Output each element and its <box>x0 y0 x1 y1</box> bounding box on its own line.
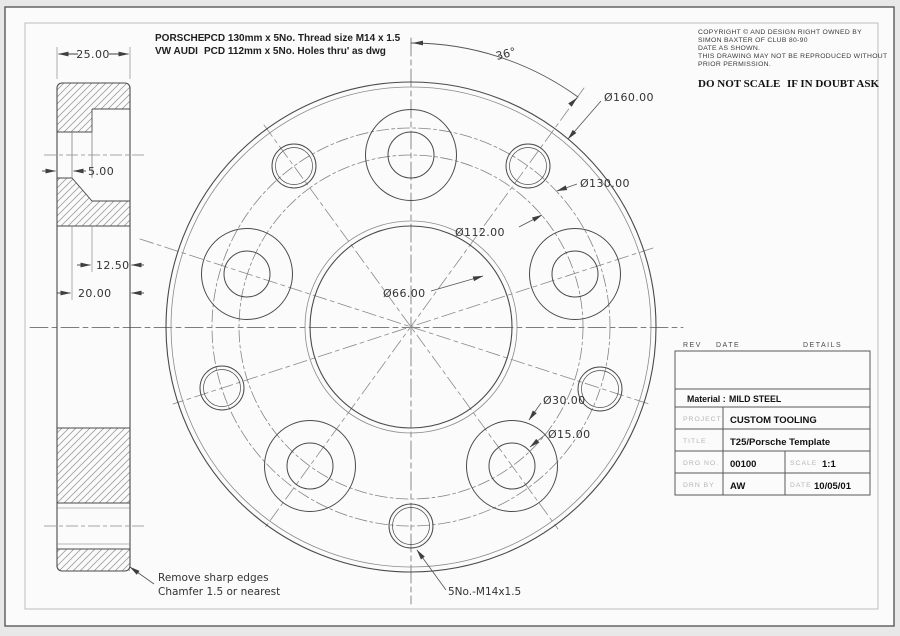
do-not-scale-warning: DO NOT SCALE <box>698 78 781 90</box>
tb-drg-value: 00100 <box>730 459 757 470</box>
tb-drg-label: DRG NO. <box>683 460 720 467</box>
copyright-line-4: THIS DRAWING MAY NOT BE REPRODUCED WITHOUT <box>698 53 888 60</box>
spec-make-2: VW AUDI <box>155 46 198 57</box>
spec-detail-1: PCD 130mm x 5No. Thread size M14 x 1.5 <box>204 33 401 44</box>
tb-scale-value: 1:1 <box>822 459 836 470</box>
dim-pcd-porsche: Ø130.00 <box>580 177 630 190</box>
dim-angle: 36° <box>494 44 518 63</box>
tb-project-value: CUSTOM TOOLING <box>730 415 817 426</box>
edge-note-line1: Remove sharp edges <box>158 572 269 584</box>
tb-date-value: 10/05/01 <box>814 481 851 492</box>
tb-drn-label: DRN BY <box>683 482 715 489</box>
dim-recess: 5.00 <box>88 165 115 178</box>
tb-drn-value: AW <box>730 481 746 492</box>
dim-pcd-vw: Ø112.00 <box>455 226 505 239</box>
dim-cbore-dia: Ø30.00 <box>543 394 586 407</box>
sheet-border <box>5 7 894 626</box>
tb-title-label: TITLE <box>683 438 707 445</box>
tb-title-value: T25/Porsche Template <box>730 437 831 448</box>
copyright-line-2: SIMON BAXTER OF CLUB 80-90 <box>698 37 808 44</box>
dim-od: Ø160.00 <box>604 91 654 104</box>
tb-material-label: Material : <box>687 394 726 404</box>
dim-cbore-depth: 12.50 <box>96 259 130 272</box>
spec-detail-2: PCD 112mm x 5No. Holes thru' as dwg <box>204 46 386 57</box>
edge-note-line2: Chamfer 1.5 or nearest <box>158 586 281 598</box>
copyright-line-5: PRIOR PERMISSION. <box>698 61 772 68</box>
copyright-line-1: COPYRIGHT © AND DESIGN RIGHT OWNED BY <box>698 29 862 36</box>
tb-date-label: DATE <box>790 482 812 489</box>
thread-note: 5No.-M14x1.5 <box>448 586 522 598</box>
tb-project-label: PROJECT <box>683 416 722 423</box>
dim-bore: Ø66.00 <box>383 287 426 300</box>
tb-date-header: DATE <box>716 342 741 349</box>
spec-make-1: PORSCHE <box>155 33 205 44</box>
copyright-line-3: DATE AS SHOWN. <box>698 45 761 52</box>
tb-scale-label: SCALE <box>790 460 818 467</box>
tb-rev-header: REV <box>683 342 702 349</box>
dim-hole-dia: Ø15.00 <box>548 428 591 441</box>
dim-thickness: 25.00 <box>76 48 110 61</box>
if-in-doubt-warning: IF IN DOUBT ASK <box>787 78 879 90</box>
tb-material-value: MILD STEEL <box>729 394 782 404</box>
dim-back-thickness: 20.00 <box>78 287 112 300</box>
tb-details-header: DETAILS <box>803 342 843 349</box>
